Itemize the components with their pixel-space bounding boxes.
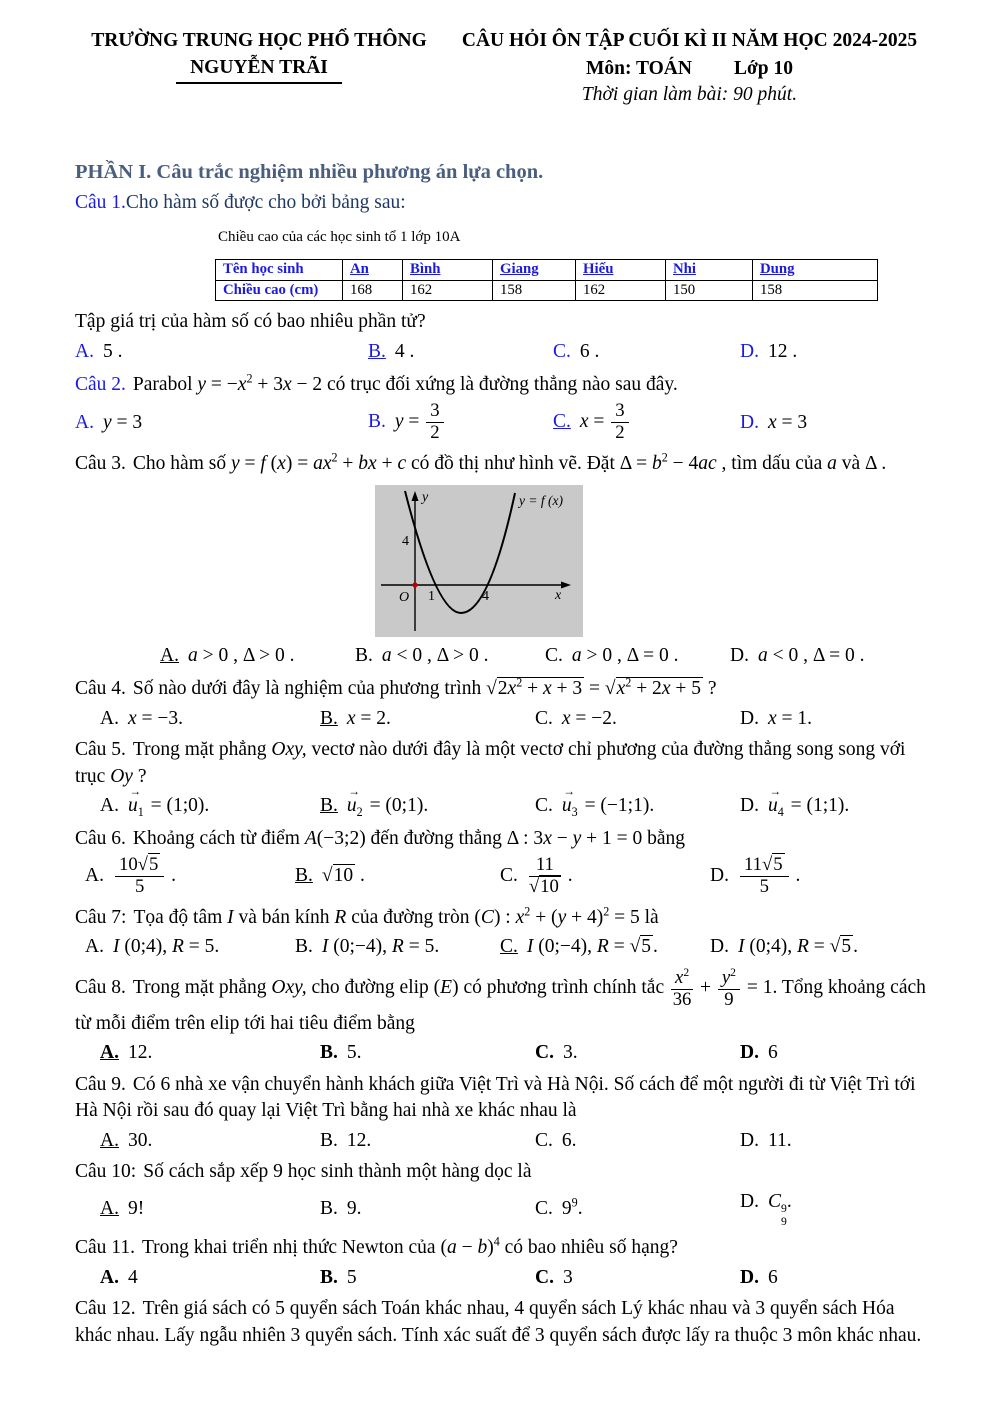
q5-stem-line: Câu 5. Trong mặt phẳng Oxy, vectơ nào dưới đây là một vectơ chỉ phương của đường thẳng song song với trục Oy ? xyxy=(75,739,906,787)
q5-answer-c: C. → $u_3$ = (−1;1). xyxy=(535,793,740,820)
x-intercept-2-label: 4 xyxy=(482,589,489,605)
q8-answers xyxy=(75,1040,936,1067)
q8-label: Câu 8. xyxy=(75,976,126,998)
question-12 xyxy=(75,1296,936,1349)
curve-label: y = f (x) xyxy=(519,493,563,509)
q1-th-nhi: Nhi xyxy=(666,260,753,280)
q6-answer-d: D. $\frac{11 √ 5}{5}$ . xyxy=(710,855,936,898)
school-name-line1: TRƯỜNG TRUNG HỌC PHỔ THÔNG xyxy=(91,30,427,51)
q3-graph xyxy=(375,485,583,637)
q12-label: Câu 12. xyxy=(75,1298,136,1320)
x-axis-label: x xyxy=(555,588,562,604)
question-11 xyxy=(75,1234,936,1292)
q1-table-caption: Chiều cao của các học sinh tổ 1 lớp 10A xyxy=(218,228,461,245)
q7-answers xyxy=(75,934,936,961)
q4-answer-c: C. x = −2. xyxy=(535,707,617,729)
question-4 xyxy=(75,675,936,733)
q9-answers xyxy=(75,1128,936,1155)
q1-th-name: Tên học sinh xyxy=(216,260,343,280)
q3-answer-b: B. a < 0 , Δ > 0 . xyxy=(355,645,489,667)
q1-table-data-row xyxy=(216,280,878,300)
q1-answer-c: C. 6 . xyxy=(553,340,600,362)
q1-label: Câu 1. xyxy=(75,192,126,214)
q1-stem-line xyxy=(75,190,936,217)
q8-answer-c: C. 3. xyxy=(535,1042,578,1064)
q4-answer-d: D. x = 1. xyxy=(740,707,812,729)
q8-answer-b: B. 5. xyxy=(320,1042,362,1064)
q3-answers xyxy=(75,643,936,670)
q11-answers xyxy=(75,1265,936,1292)
q1-table xyxy=(215,259,878,301)
subject: Môn: TOÁN xyxy=(585,57,692,79)
q10-answer-c: C. $9^9$. xyxy=(535,1195,583,1220)
question-8 xyxy=(75,966,936,1067)
q1-td-5: 150 xyxy=(666,280,753,300)
x-intercept-1-label: 1 xyxy=(428,589,435,605)
q11-answer-d: D. 6 xyxy=(740,1266,778,1288)
q9-answer-d: D. 11. xyxy=(740,1129,792,1151)
time-limit: Thời gian làm bài: 90 phút. xyxy=(581,84,798,106)
q10-stem-line: Câu 10: Số cách sắp xếp 9 học sinh thành một hàng dọc là xyxy=(75,1161,532,1183)
q2-answers xyxy=(75,401,936,444)
q1-th-hieu: Hiếu xyxy=(576,260,666,280)
q7-stem-line: Câu 7: Tọa độ tâm I và bán kính R của đường tròn (C) : $x^2 + (y + 4)^2 = 5$ là xyxy=(75,904,659,928)
q4-stem-line: Câu 4. Số nào dưới đây là nghiệm của phương trình √ $2x^2 + x + 3$ = √ $x^2 + 2x + 5$ ? xyxy=(75,675,936,703)
question-1 xyxy=(75,190,936,365)
q5-answer-d: D. → $u_4$ = (1;1). xyxy=(740,793,936,820)
y-axis-label: y xyxy=(422,490,429,506)
q1-answer-b: B. 4 . xyxy=(368,340,415,362)
section-1-title: PHẦN I. Câu trắc nghiệm nhiều phương án lựa chọn. xyxy=(75,160,544,183)
q11-answer-c: C. 3 xyxy=(535,1266,573,1288)
q8-answer-a: A. 12. xyxy=(100,1042,153,1064)
q1-stem: Cho hàm số được cho bởi bảng sau: xyxy=(125,192,406,214)
q1-td-3: 158 xyxy=(493,280,576,300)
q1-stem2: Tập giá trị của hàm số có bao nhiêu phần tử? xyxy=(75,311,426,333)
q2-label: Câu 2. xyxy=(75,373,126,395)
q10-label: Câu 10: xyxy=(75,1161,137,1183)
exam-info-block xyxy=(443,28,936,109)
q11-label: Câu 11. xyxy=(75,1237,135,1259)
q4-label: Câu 4. xyxy=(75,678,126,700)
q7-answer-c: C. I (0;−4), R = √ 5 . xyxy=(500,934,710,961)
question-3 xyxy=(75,449,936,670)
q6-answers xyxy=(75,855,936,898)
q1-td-label: Chiều cao (cm) xyxy=(216,280,343,300)
q3-answer-a: A. a > 0 , Δ > 0 . xyxy=(160,645,295,667)
q6-answer-b: B. √ 10 . xyxy=(295,863,500,890)
q9-answer-c: C. 6. xyxy=(535,1129,577,1151)
q8-answer-d: D. 6 xyxy=(740,1042,778,1064)
q1-table-header-row xyxy=(216,260,878,280)
q3-answer-d: D. a < 0 , Δ = 0 . xyxy=(730,645,865,667)
document-header xyxy=(75,28,936,109)
q9-stem-line: Câu 9. Có 6 nhà xe vận chuyển hành khách giữa Việt Trì và Hà Nội. Số cách để một người đi từ Việt Trì tới Hà Nội rồi sau đó quay lại Việt Trì bằng hai nhà xe khác nhau là xyxy=(75,1073,916,1122)
q10-answer-a: A. 9! xyxy=(100,1197,145,1219)
q3-label: Câu 3. xyxy=(75,452,126,474)
q1-td-6: 158 xyxy=(753,280,878,300)
question-5 xyxy=(75,737,936,820)
q3-parabola-figure xyxy=(375,485,583,637)
q2-answer-a: A. y = 3 xyxy=(75,411,143,433)
y-intercept-label: 4 xyxy=(402,534,409,550)
q7-label: Câu 7: xyxy=(75,906,127,928)
q1-answer-d: D. 12 . xyxy=(740,340,798,362)
q9-answer-a: A. 30. xyxy=(100,1129,153,1151)
q6-answer-c: C. 11 √ 10 . xyxy=(500,855,710,898)
grade: Lớp 10 xyxy=(733,57,794,79)
q5-answer-b: B. → $u_2$ = (0;1). xyxy=(320,793,535,820)
q10-answers xyxy=(75,1189,936,1229)
q1-td-2: 162 xyxy=(403,280,493,300)
q8-stem-line: Câu 8. Trong mặt phẳng Oxy, cho đường elip (E) có phương trình chính tắc $\frac{x^2}{36}$ + $\frac{y^2}{9}$ = 1. Tổng khoảng cách từ mỗi điểm trên elip tới hai tiêu điểm bằng xyxy=(75,965,926,1034)
q5-label: Câu 5. xyxy=(75,739,126,761)
q2-answer-b: B. y = $\frac{3}{2}$ xyxy=(368,401,553,444)
q1-td-1: 168 xyxy=(343,280,403,300)
question-2 xyxy=(75,370,936,444)
question-10 xyxy=(75,1159,936,1228)
q12-stem-line: Câu 12. Trên giá sách có 5 quyển sách Toán khác nhau, 4 quyển sách Lý khác nhau và 3 quyển sách Hóa khác nhau. Lấy ngẫu nhiên 3 quyển sách. Tính xác suất để 3 quyển sách được lấy ra thuộc 3 môn khác nhau. xyxy=(75,1298,922,1346)
q2-stem-line: Câu 2. Parabol $y = -x^2 + 3x - 2$ có trục đối xứng là đường thẳng nào sau đây. xyxy=(75,371,678,395)
q10-answer-d: D. C 9 9 . xyxy=(740,1190,792,1228)
q1-td-4: 162 xyxy=(576,280,666,300)
q7-answer-a: A. I (0;4), R = 5. xyxy=(85,936,220,958)
exam-title: CÂU HỎI ÔN TẬP CUỐI KÌ II NĂM HỌC 2024-2025 xyxy=(461,30,918,51)
school-block xyxy=(75,28,443,84)
q10-answer-b: B. 9. xyxy=(320,1197,362,1219)
q9-answer-b: B. 12. xyxy=(320,1129,372,1151)
q4-answer-b: B. x = 2. xyxy=(320,707,391,729)
q1-th-giang: Giang xyxy=(493,260,576,280)
q2-answer-c: C. x = $\frac{3}{2}$ xyxy=(553,401,740,444)
q3-stem-line: Câu 3. Cho hàm số y = f $(x) = ax^2$ + bx + c có đồ thị như hình vẽ. Đặt $\Delta = b^2 - 4ac$ , tìm dấu của a và Δ . xyxy=(75,450,887,474)
q6-stem-line: Câu 6. Khoảng cách từ điểm A(−3;2) đến đường thẳng Δ : 3x − y + 1 = 0 bằng xyxy=(75,827,686,849)
q3-answer-c: C. a > 0 , Δ = 0 . xyxy=(545,645,679,667)
school-name-line2: NGUYỄN TRÃI xyxy=(176,55,342,85)
subject-grade-line xyxy=(443,56,936,83)
q1-th-binh: Bình xyxy=(403,260,493,280)
q6-answer-a: A. $\frac{10 √ 5}{5}$ . xyxy=(85,855,295,898)
q7-answer-d: D. I (0;4), R = √ 5 . xyxy=(710,934,936,961)
q6-label: Câu 6. xyxy=(75,827,126,849)
q11-answer-a: A. 4 xyxy=(100,1266,138,1288)
question-6 xyxy=(75,826,936,898)
q11-answer-b: B. 5 xyxy=(320,1266,357,1288)
q7-answer-b: B. I (0;−4), R = 5. xyxy=(295,936,440,958)
origin-label: O xyxy=(399,590,410,606)
question-9 xyxy=(75,1072,936,1155)
q5-answers xyxy=(75,793,936,820)
q5-answer-a: A. → $u_1$ = (1;0). xyxy=(100,793,320,820)
question-7 xyxy=(75,903,936,961)
q1-th-dung: Dung xyxy=(753,260,878,280)
q9-label: Câu 9. xyxy=(75,1073,126,1095)
q1-answers xyxy=(75,339,936,366)
q1-answer-a: A. 5 . xyxy=(75,340,123,362)
origin-dot xyxy=(412,583,417,588)
q11-stem-line: Câu 11. Trong khai triển nhị thức Newton của $(a - b)^4$ có bao nhiêu số hạng? xyxy=(75,1234,678,1259)
q4-answers xyxy=(75,706,936,733)
q1-th-an: An xyxy=(343,260,403,280)
q2-answer-d: D. x = 3 xyxy=(740,411,808,433)
q4-answer-a: A. x = −3. xyxy=(100,707,183,729)
